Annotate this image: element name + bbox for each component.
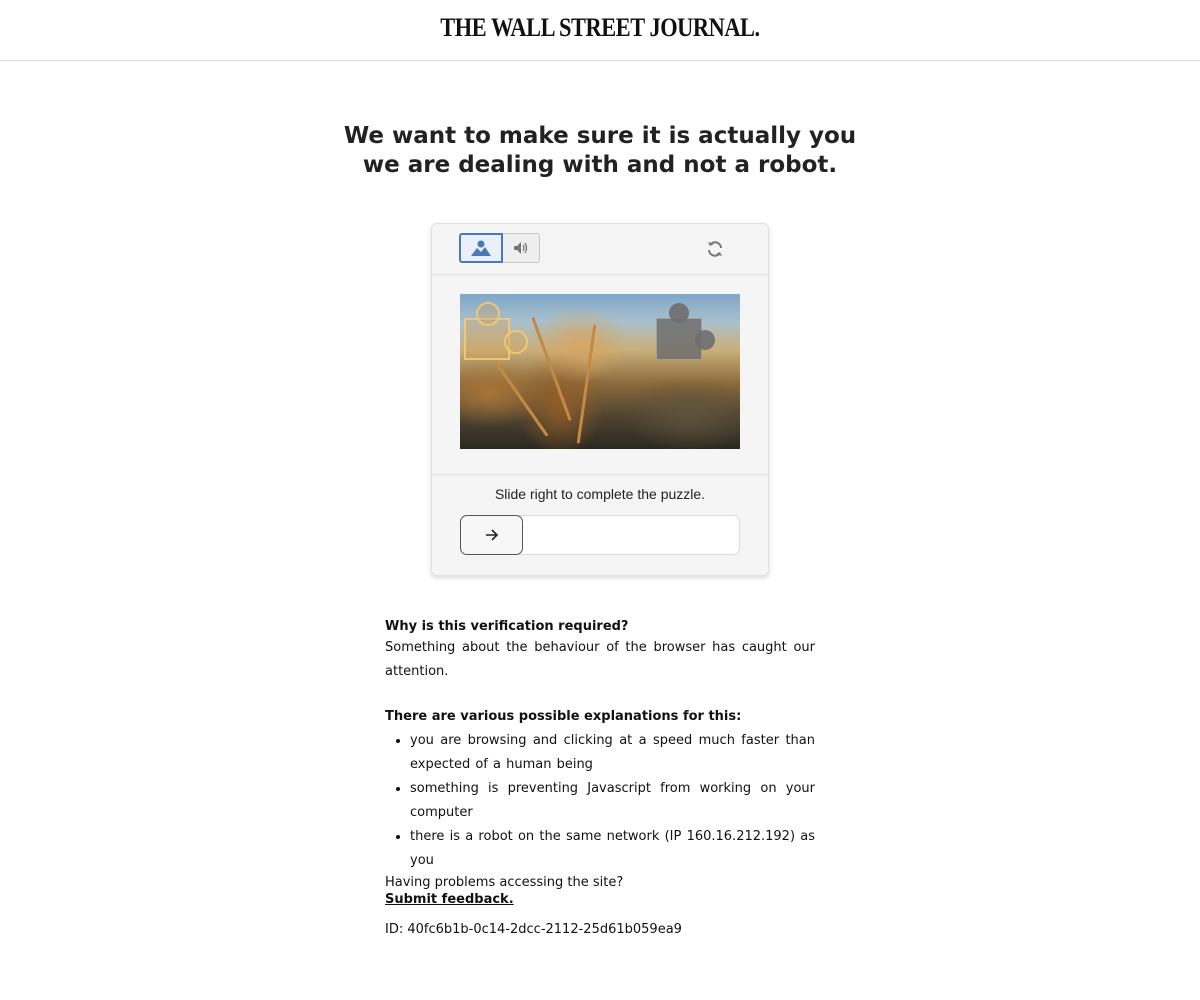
top-bar xyxy=(0,0,1200,61)
why-text: Something about the behaviour of the browser has caught our attention. xyxy=(385,640,815,679)
puzzle-image xyxy=(460,294,740,449)
captcha-divider xyxy=(432,474,768,475)
refresh-icon xyxy=(706,240,724,258)
slide-instruction: Slide right to complete the puzzle. xyxy=(494,486,706,502)
puzzle-slot xyxy=(656,318,702,360)
refresh-button[interactable] xyxy=(704,238,726,260)
list-item: • there is a robot on the same network (IP 160.16.212.192) as you xyxy=(410,825,815,873)
verification-info xyxy=(385,618,815,873)
arrow-right-icon xyxy=(485,529,499,541)
image-mode-button[interactable] xyxy=(459,233,503,263)
request-id: ID: 40fc6b1b-0c14-2dcc-2112-25d61b059ea9 xyxy=(385,922,682,937)
captcha-header xyxy=(432,224,768,275)
submit-feedback-link[interactable]: Submit feedback. xyxy=(385,892,514,907)
page-title xyxy=(300,122,900,180)
why-title: Why is this verification required? xyxy=(385,619,629,634)
audio-mode-button[interactable] xyxy=(502,233,540,263)
wheat-stalk xyxy=(494,361,548,436)
captcha-widget xyxy=(431,223,769,576)
explanations-title: There are various possible explanations for this: xyxy=(385,709,742,724)
puzzle-piece[interactable] xyxy=(464,318,510,360)
slider-handle[interactable] xyxy=(460,515,523,555)
page-title-line-2: we are dealing with and not a robot. xyxy=(362,152,838,178)
wsj-logo[interactable]: THE WALL STREET JOURNAL. xyxy=(440,13,760,42)
explanations-list xyxy=(410,729,815,873)
list-item: • something is preventing Javascript from working on your computer xyxy=(410,777,815,825)
wheat-stalk xyxy=(577,324,597,443)
list-item: • you are browsing and clicking at a speed much faster than expected of a human being xyxy=(410,729,815,777)
wheat-stalk xyxy=(531,317,571,421)
image-icon xyxy=(471,240,491,256)
speaker-icon xyxy=(513,241,529,255)
problems-text: Having problems accessing the site? xyxy=(385,875,624,890)
problems-section xyxy=(385,874,815,908)
page-title-line-1: We want to make sure it is actually you xyxy=(343,123,857,149)
